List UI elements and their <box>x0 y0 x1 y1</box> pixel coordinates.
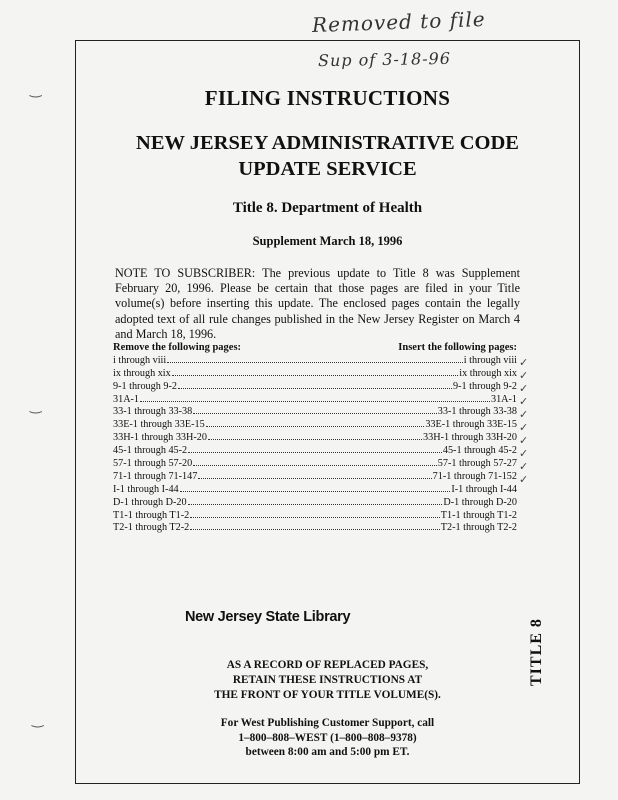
insert-cell: 33H-1 through 33H-20 <box>423 432 517 444</box>
leader-dots <box>188 452 442 453</box>
check-mark-icon: ✓ <box>519 396 529 408</box>
remove-cell: D-1 through D-20 <box>113 496 187 508</box>
insert-cell: D-1 through D-20 <box>443 496 517 508</box>
record-line: THE FRONT OF YOUR TITLE VOLUME(S). <box>214 688 441 701</box>
table-row <box>113 521 517 534</box>
record-instructions <box>75 658 580 702</box>
remove-cell: T2-1 through T2-2 <box>113 522 190 534</box>
handwritten-note-2: Sup of 3-18-96 <box>317 48 452 71</box>
check-mark-icon: ✓ <box>519 448 529 460</box>
subscriber-note: NOTE TO SUBSCRIBER: The previous update to Title 8 was Supplement February 20, 1996. Please be certain that those pages are filed in your Title volume(s) before inserting this update. The enclosed pages contain the legally adopted text of all rule changes published in the New Jersey Register on March 4 and March 18, 1996. <box>115 266 520 341</box>
leader-dots <box>178 388 452 389</box>
check-mark-icon: ✓ <box>519 422 529 434</box>
handwritten-note-1: Removed to file <box>311 6 487 38</box>
table-row <box>113 366 517 379</box>
leader-dots <box>188 504 443 505</box>
check-mark-icon: ✓ <box>519 461 529 473</box>
customer-support <box>75 716 580 760</box>
check-mark-icon: ✓ <box>519 435 529 447</box>
remove-cell: ix through xix <box>113 367 171 379</box>
insert-header: Insert the following pages: <box>398 342 517 353</box>
leader-dots <box>140 401 490 402</box>
remove-cell: 57-1 through 57-20 <box>113 458 193 470</box>
leader-dots <box>208 439 422 440</box>
insert-cell: 9-1 through 9-2 <box>453 380 517 392</box>
leader-dots <box>206 426 425 427</box>
filing-instructions-heading: FILING INSTRUCTIONS <box>204 86 451 110</box>
table-row <box>113 353 517 366</box>
leader-dots <box>180 491 451 492</box>
title-department: Title 8. Department of Health <box>232 200 423 216</box>
insert-cell: 45-1 through 45-2 <box>442 445 517 457</box>
table-row <box>113 508 517 521</box>
leader-dots <box>190 529 440 530</box>
supplement-date: Supplement March 18, 1996 <box>252 234 403 248</box>
leader-dots <box>198 478 431 479</box>
leader-dots <box>167 362 463 363</box>
remove-cell: 45-1 through 45-2 <box>113 445 188 457</box>
insert-cell: 71-1 through 71-152 <box>432 470 517 482</box>
table-row <box>113 379 517 392</box>
remove-cell: T1-1 through T1-2 <box>113 509 190 521</box>
table-row <box>113 482 517 495</box>
library-stamp: New Jersey State Library <box>185 609 351 625</box>
hole-punch-mark: ‿ <box>30 83 42 98</box>
remove-cell: 9-1 through 9-2 <box>113 380 177 392</box>
support-hours: between 8:00 am and 5:00 pm ET. <box>245 746 410 758</box>
record-line: RETAIN THESE INSTRUCTIONS AT <box>232 673 423 686</box>
table-row <box>113 392 517 405</box>
insert-cell: 31A-1 <box>490 393 517 405</box>
table-row <box>113 456 517 469</box>
insert-cell: T2-1 through T2-2 <box>440 522 517 534</box>
insert-cell: ix through xix <box>459 367 517 379</box>
insert-cell: 33E-1 through 33E-15 <box>425 419 517 431</box>
table-header <box>113 339 517 353</box>
leader-dots <box>193 465 437 466</box>
remove-cell: 33E-1 through 33E-15 <box>113 419 205 431</box>
insert-cell: T1-1 through T1-2 <box>440 509 517 521</box>
table-row <box>113 443 517 456</box>
hole-punch-mark: ‿ <box>32 713 44 728</box>
insert-cell: i through viii <box>463 354 517 366</box>
table-row <box>113 417 517 430</box>
table-row <box>113 495 517 508</box>
check-mark-icon: ✓ <box>519 409 529 421</box>
support-phone: 1–800–808–WEST (1–800–808–9378) <box>238 731 417 744</box>
check-mark-icon: ✓ <box>519 370 529 382</box>
check-mark-icon: ✓ <box>519 383 529 395</box>
leader-dots <box>172 375 459 376</box>
hole-punch-mark: ‿ <box>30 399 42 414</box>
table-row <box>113 430 517 443</box>
remove-cell: 33-1 through 33-38 <box>113 406 193 418</box>
table-row <box>113 469 517 482</box>
remove-cell: I-1 through I-44 <box>113 483 179 495</box>
remove-cell: i through viii <box>113 354 167 366</box>
remove-header: Remove the following pages: <box>113 342 242 353</box>
code-title-line1: NEW JERSEY ADMINISTRATIVE CODE <box>136 132 519 154</box>
page-table <box>113 339 517 533</box>
record-line: AS A RECORD OF REPLACED PAGES, <box>226 659 429 671</box>
remove-cell: 71-1 through 71-147 <box>113 470 198 482</box>
title-tab: TITLE 8 <box>528 618 545 686</box>
check-mark-icon: ✓ <box>519 474 529 486</box>
leader-dots <box>193 413 437 414</box>
remove-cell: 33H-1 through 33H-20 <box>113 432 207 444</box>
check-mark-icon: ✓ <box>519 357 529 369</box>
support-line: For West Publishing Customer Support, call <box>220 717 435 729</box>
insert-cell: 33-1 through 33-38 <box>437 406 517 418</box>
remove-cell: 31A-1 <box>113 393 140 405</box>
insert-cell: 57-1 through 57-27 <box>437 458 517 470</box>
insert-cell: I-1 through I-44 <box>451 483 517 495</box>
leader-dots <box>190 517 440 518</box>
code-title-line2: UPDATE SERVICE <box>238 158 417 180</box>
table-row <box>113 405 517 418</box>
